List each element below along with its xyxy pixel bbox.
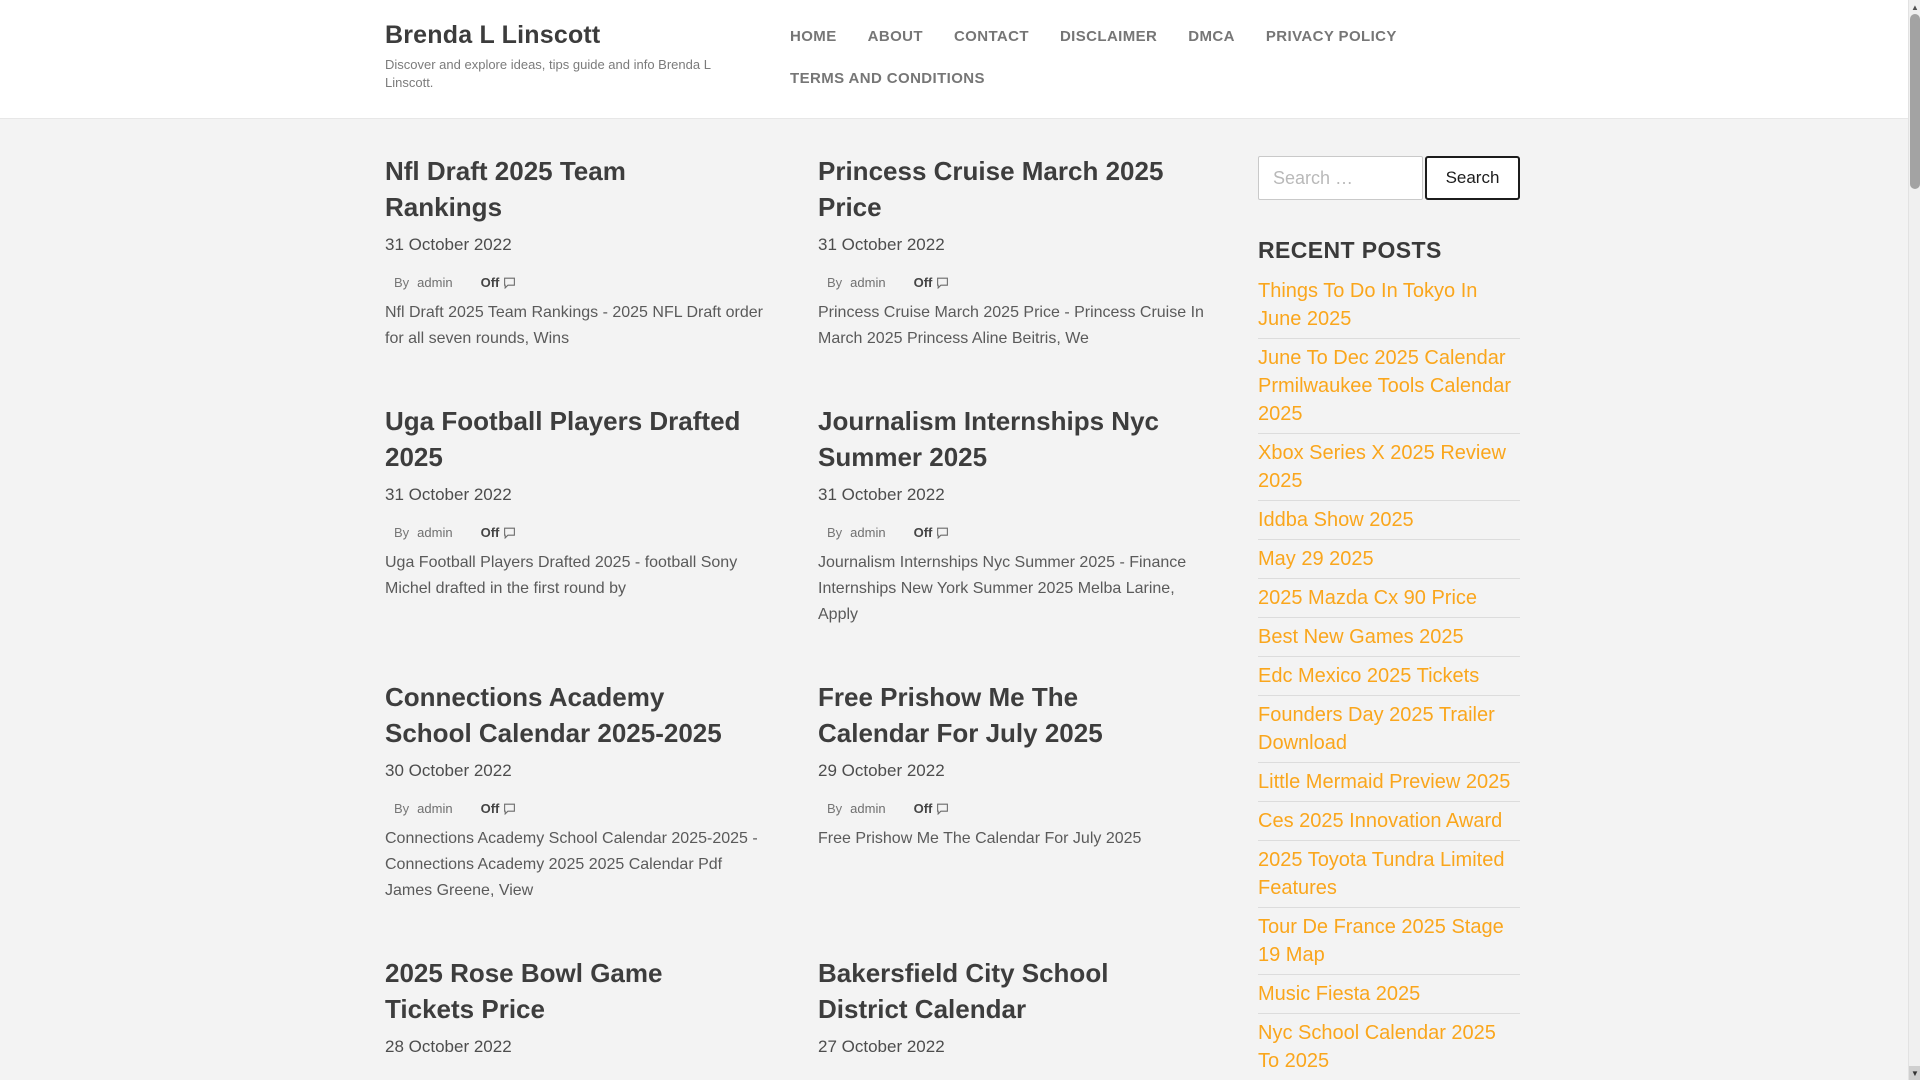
post-title-link[interactable]: 2025 Rose Bowl Game Tickets Price — [385, 957, 663, 1024]
byline-label: By — [394, 800, 410, 816]
byline-label: By — [394, 525, 410, 540]
list-item — [1258, 434, 1520, 501]
recent-post-link[interactable]: Nyc School Calendar 2025 To 2025 — [1258, 1022, 1496, 1072]
scroll-up-arrow-icon[interactable]: ▲ — [1909, 0, 1920, 14]
comments-status[interactable] — [481, 525, 517, 540]
list-item — [1258, 1014, 1520, 1080]
nav-item-contact[interactable]: CONTACT — [953, 28, 1029, 45]
comments-off-label: Off — [913, 525, 933, 540]
comment-bubble-icon — [936, 276, 949, 289]
post-title-link[interactable]: Connections Academy School Calendar 2025-2025 — [385, 681, 722, 748]
post-excerpt: Nfl Draft 2025 Team Rankings - 2025 NFL Draft order for all seven rounds, Wins — [385, 304, 763, 347]
recent-post-link[interactable]: Iddba Show 2025 — [1258, 509, 1414, 531]
list-item — [1258, 540, 1520, 579]
post-excerpt: Journalism Internships Nyc Summer 2025 - Finance Internships New York Summer 2025 Melba Larine, Apply — [818, 554, 1187, 623]
post-title-link[interactable]: Free Prishow Me The Calendar For July 2025 — [818, 681, 1103, 748]
post-excerpt: Connections Academy School Calendar 2025-2025 - Connections Academy 2025 2025 Calendar Pdf James Greene, View — [385, 829, 758, 899]
post-card — [818, 403, 1206, 628]
post-date: 27 October 2022 — [818, 1036, 945, 1056]
post-title-link[interactable]: Bakersfield City School District Calendar — [818, 957, 1109, 1024]
scroll-down-arrow-icon[interactable]: ▼ — [1909, 1066, 1920, 1080]
list-item — [1258, 802, 1520, 841]
comment-bubble-icon — [503, 526, 516, 539]
recent-post-link[interactable]: June To Dec 2025 Calendar Prmilwaukee Tools Calendar 2025 — [1258, 347, 1512, 425]
list-item — [1258, 272, 1520, 339]
comments-off-label: Off — [913, 800, 933, 816]
comments-off-label: Off — [480, 525, 500, 540]
nav-item-dmca[interactable]: DMCA — [1188, 28, 1235, 45]
recent-post-link[interactable]: 2025 Toyota Tundra Limited Features — [1258, 849, 1505, 899]
recent-posts-list — [1258, 272, 1520, 1080]
recent-posts-heading: RECENT POSTS — [1258, 237, 1442, 263]
post-title-link[interactable]: Journalism Internships Nyc Summer 2025 — [818, 406, 1159, 472]
byline-label: By — [394, 275, 410, 290]
byline-label: By — [827, 525, 843, 540]
list-item — [1258, 975, 1520, 1014]
comment-bubble-icon — [503, 802, 516, 815]
list-item — [1258, 841, 1520, 908]
comments-status[interactable] — [914, 275, 950, 290]
post-title-link[interactable]: Nfl Draft 2025 Team Rankings — [385, 156, 626, 222]
post-date: 28 October 2022 — [385, 1036, 512, 1056]
post-meta — [385, 525, 773, 540]
list-item — [1258, 579, 1520, 618]
author-link[interactable]: admin — [850, 275, 886, 290]
list-item — [1258, 339, 1520, 434]
post-date: 29 October 2022 — [818, 760, 945, 780]
search-input[interactable] — [1258, 156, 1423, 200]
byline-label: By — [827, 800, 843, 816]
post-date: 31 October 2022 — [818, 485, 945, 504]
nav-item-privacy-policy[interactable]: PRIVACY POLICY — [1265, 28, 1397, 45]
comments-status[interactable] — [481, 801, 517, 816]
list-item — [1258, 657, 1520, 696]
comments-off-label: Off — [913, 275, 933, 290]
list-item — [1258, 908, 1520, 975]
post-excerpt: Free Prishow Me The Calendar For July 2025 — [818, 829, 1142, 847]
recent-post-link[interactable]: Things To Do In Tokyo In June 2025 — [1258, 280, 1478, 330]
post-card — [818, 955, 1206, 1077]
author-link[interactable]: admin — [850, 525, 886, 540]
scrollbar-thumb[interactable] — [1910, 14, 1920, 189]
recent-post-link[interactable]: May 29 2025 — [1258, 548, 1374, 570]
post-meta — [818, 275, 1206, 290]
author-link[interactable]: admin — [417, 275, 453, 290]
recent-post-link[interactable]: Founders Day 2025 Trailer Download — [1258, 704, 1495, 754]
site-tagline: Discover and explore ideas, tips guide and info Brenda L Linscott. — [385, 57, 711, 90]
post-card — [818, 679, 1206, 852]
post-excerpt: Princess Cruise March 2025 Price - Princess Cruise In March 2025 Princess Aline Beitris, We — [818, 304, 1204, 347]
recent-post-link[interactable]: Xbox Series X 2025 Review 2025 — [1258, 442, 1506, 492]
list-item — [1258, 696, 1520, 763]
list-item — [1258, 501, 1520, 540]
vertical-scrollbar[interactable] — [1908, 0, 1920, 1080]
post-card — [385, 679, 773, 904]
search-button[interactable]: Search — [1425, 156, 1520, 200]
posts-list — [385, 153, 1206, 1080]
recent-post-link[interactable]: Edc Mexico 2025 Tickets — [1258, 665, 1480, 687]
comment-bubble-icon — [503, 276, 516, 289]
post-date: 31 October 2022 — [385, 235, 512, 254]
post-card — [385, 153, 773, 352]
comments-status[interactable] — [914, 801, 950, 816]
recent-post-link[interactable]: Ces 2025 Innovation Award — [1258, 810, 1503, 832]
list-item — [1258, 763, 1520, 802]
post-date: 31 October 2022 — [385, 485, 512, 504]
comment-bubble-icon — [936, 526, 949, 539]
site-title-link[interactable]: Brenda L Linscott — [385, 21, 601, 49]
recent-post-link[interactable]: Little Mermaid Preview 2025 — [1258, 771, 1511, 793]
post-card — [385, 955, 773, 1077]
post-title-link[interactable]: Princess Cruise March 2025 Price — [818, 156, 1164, 222]
byline-label: By — [827, 275, 843, 290]
nav-item-terms-and-conditions[interactable]: TERMS AND CONDITIONS — [790, 70, 985, 87]
recent-post-link[interactable]: Tour De France 2025 Stage 19 Map — [1258, 916, 1504, 966]
comments-status[interactable] — [914, 525, 950, 540]
comments-off-label: Off — [480, 275, 500, 290]
post-meta — [385, 275, 773, 290]
post-card — [385, 403, 773, 602]
recent-post-link[interactable]: 2025 Mazda Cx 90 Price — [1258, 587, 1478, 609]
post-date: 30 October 2022 — [385, 760, 512, 780]
post-title-link[interactable]: Uga Football Players Drafted 2025 — [385, 406, 741, 472]
nav-item-disclaimer[interactable]: DISCLAIMER — [1059, 28, 1158, 45]
post-meta — [818, 801, 1206, 816]
main-navigation — [790, 21, 1530, 88]
list-item — [1258, 618, 1520, 657]
comment-bubble-icon — [936, 802, 949, 815]
nav-item-home[interactable]: HOME — [790, 28, 837, 45]
search-form — [1258, 156, 1520, 200]
recent-post-link[interactable]: Best New Games 2025 — [1258, 626, 1464, 648]
post-meta — [385, 801, 773, 816]
post-meta — [818, 525, 1206, 540]
sidebar — [1258, 153, 1520, 1080]
recent-post-link[interactable]: Music Fiesta 2025 — [1258, 983, 1421, 1005]
post-date: 31 October 2022 — [818, 235, 945, 254]
author-link[interactable]: admin — [850, 800, 886, 816]
comments-status[interactable] — [481, 275, 517, 290]
post-excerpt: Uga Football Players Drafted 2025 - football Sony Michel drafted in the first round by — [385, 554, 738, 597]
site-branding — [385, 21, 790, 91]
post-card — [818, 153, 1206, 352]
site-header — [0, 0, 1920, 119]
nav-item-about[interactable]: ABOUT — [867, 28, 923, 45]
comments-off-label: Off — [480, 800, 500, 816]
author-link[interactable]: admin — [417, 800, 453, 816]
author-link[interactable]: admin — [417, 525, 453, 540]
